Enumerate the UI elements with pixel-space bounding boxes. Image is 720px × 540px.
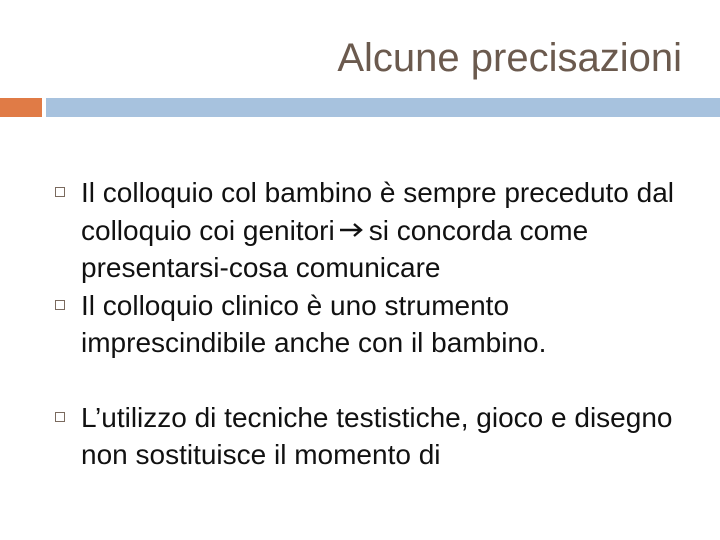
bullet-text-part-2: si concorda come presentarsi-cosa comunicare xyxy=(81,214,589,283)
bullet-item xyxy=(55,287,695,362)
accent-bar-orange xyxy=(0,98,42,117)
square-bullet-icon xyxy=(55,412,65,422)
bullet-item xyxy=(55,399,695,474)
square-bullet-icon xyxy=(55,187,65,197)
arrow-right-icon xyxy=(339,222,365,238)
accent-bar-blue xyxy=(46,98,720,117)
bullet-text: L’utilizzo di tecniche testistiche, gioco e disegno non sostituisce il momento di xyxy=(81,401,673,470)
slide-title: Alcune precisazioni xyxy=(337,36,682,80)
bullet-text: Il colloquio clinico è uno strumento imprescindibile anche con il bambino. xyxy=(81,289,547,358)
square-bullet-icon xyxy=(55,300,65,310)
bullet-item xyxy=(55,174,695,287)
bullet-list xyxy=(55,174,695,474)
bullet-text-part-1: Il colloquio col bambino è sempre preceduto dal colloquio coi genitori xyxy=(81,177,675,246)
